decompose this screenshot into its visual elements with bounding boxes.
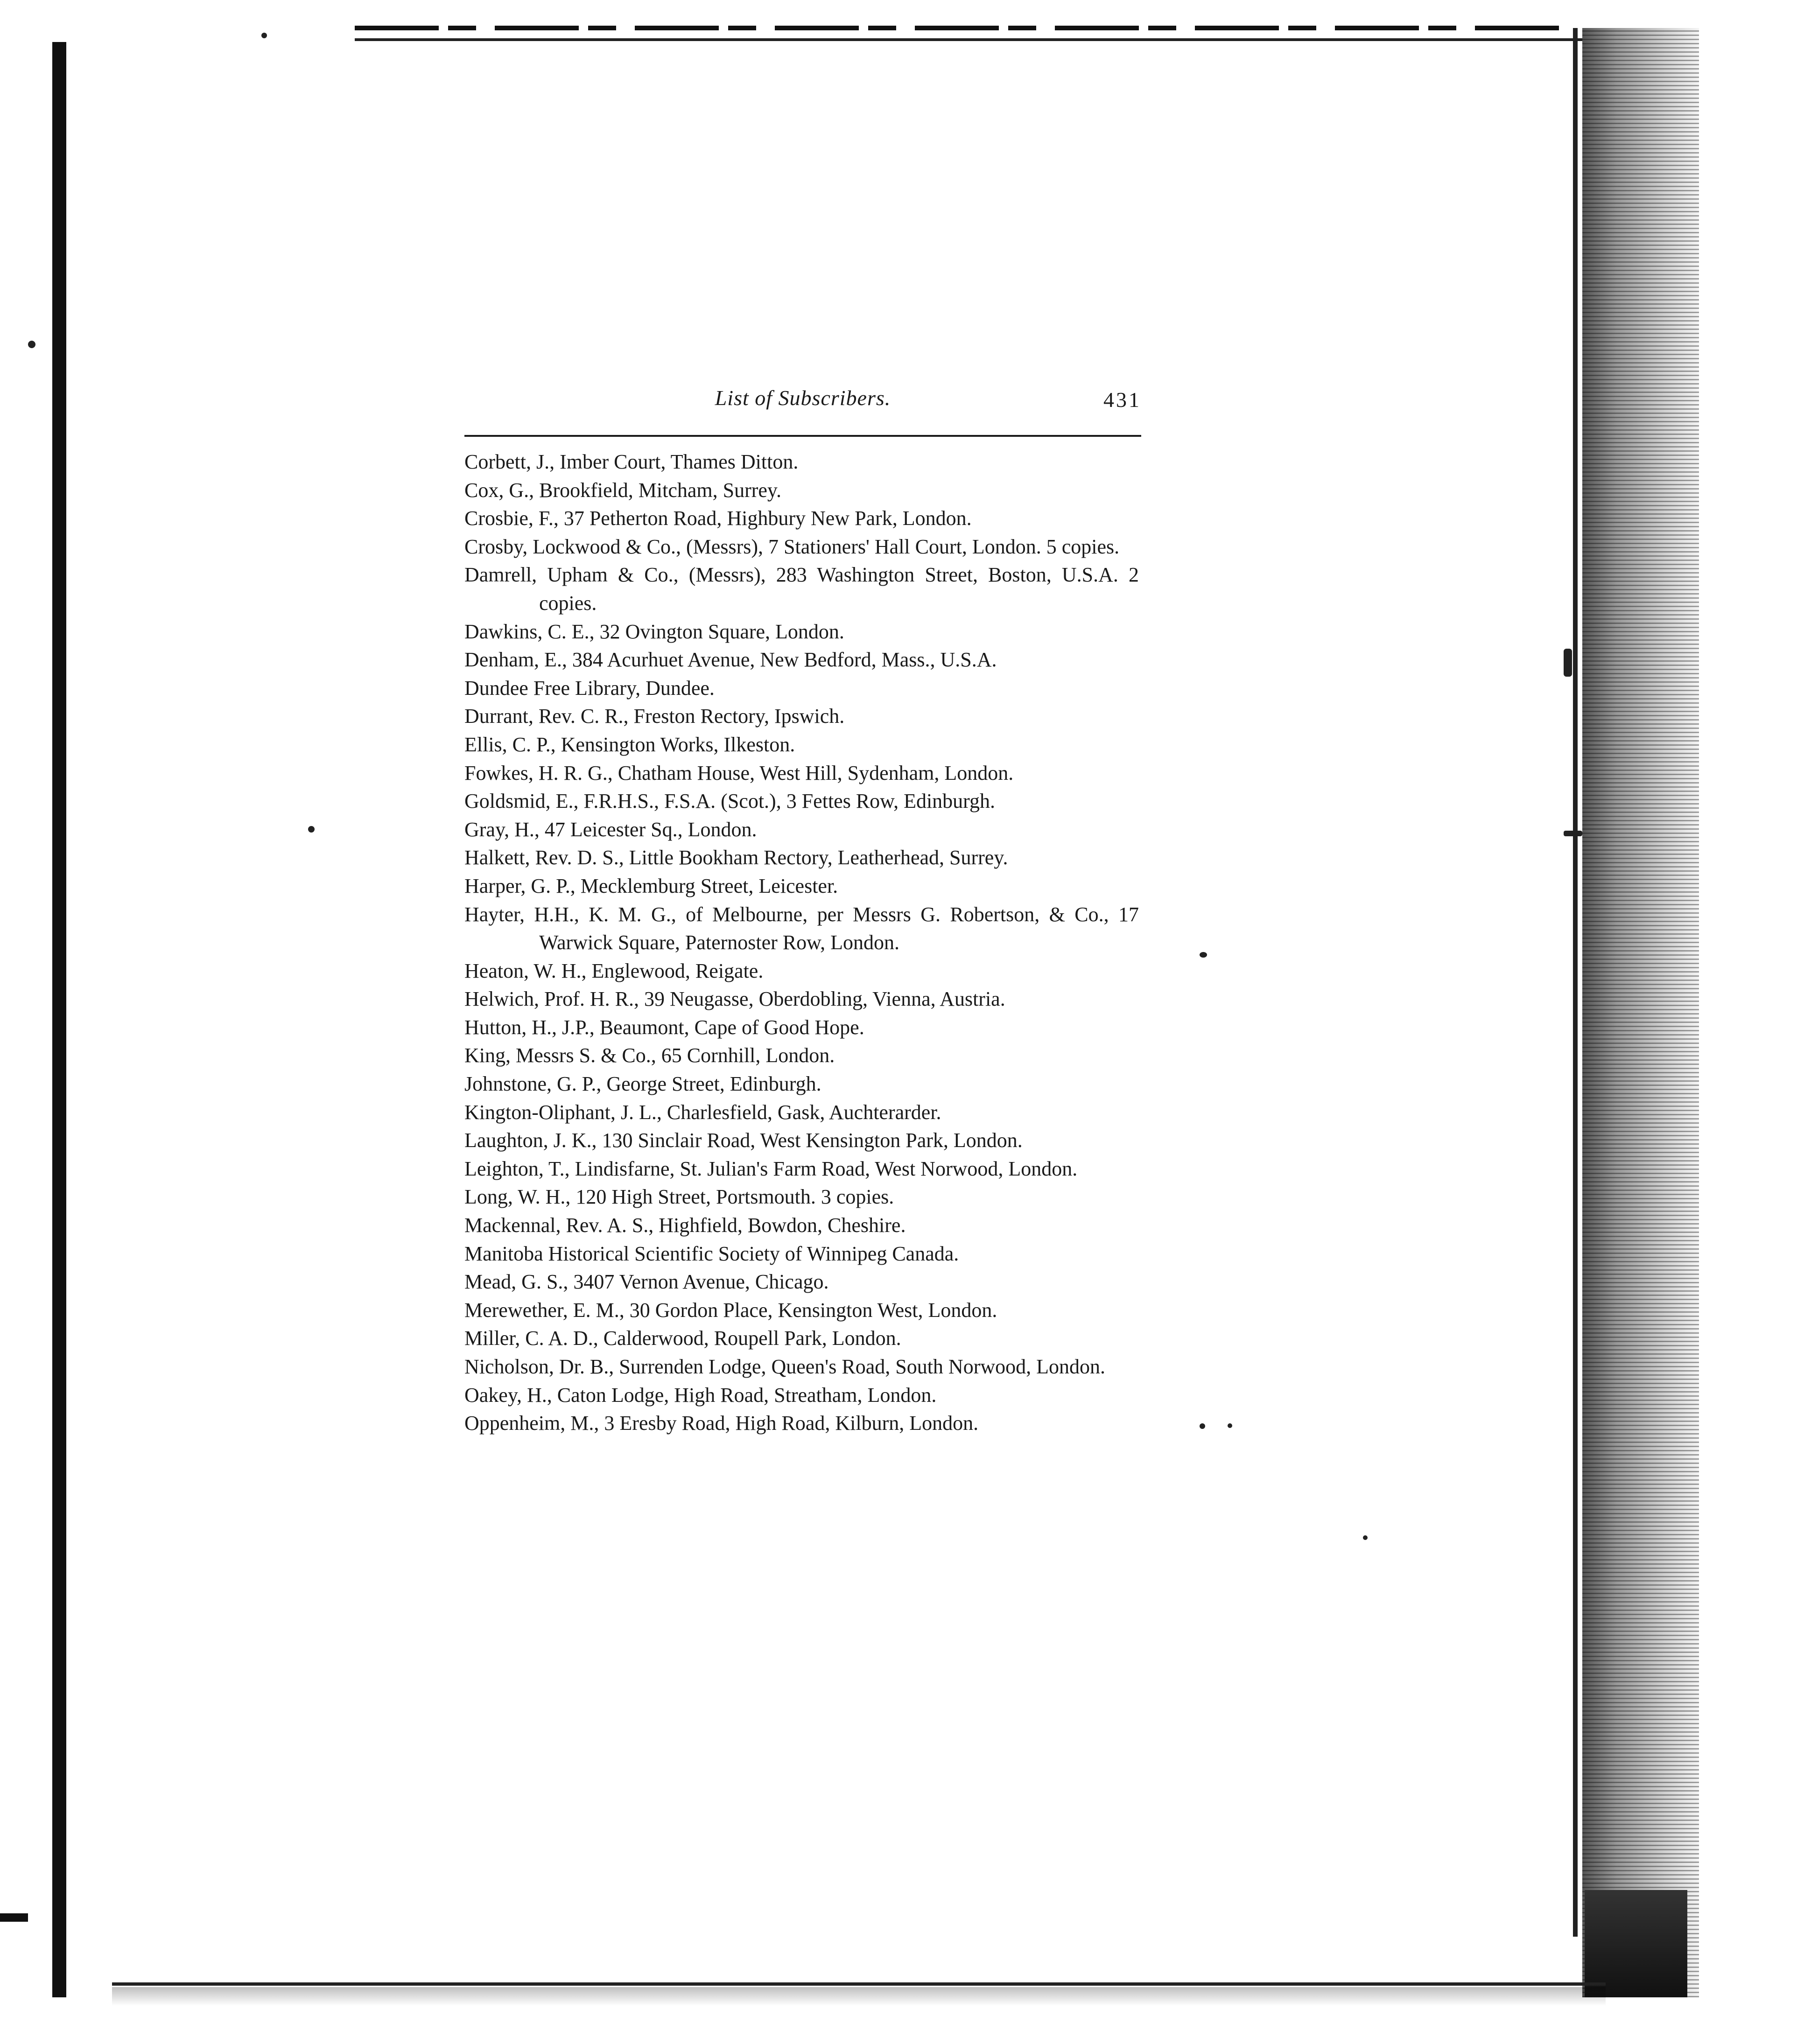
- list-item: Johnstone, G. P., George Street, Edinburgh.: [464, 1072, 821, 1096]
- list-item: Hayter, H.H., K. M. G., of Melbourne, per Messrs G. Robertson, & Co., 17 Warwick Square, Paternoster Row, London.: [464, 903, 1139, 954]
- list-item: Long, W. H., 120 High Street, Portsmouth. 3 copies.: [464, 1185, 894, 1209]
- bottom-border-rule: [112, 1982, 1606, 1986]
- list-item: Nicholson, Dr. B., Surrenden Lodge, Queen's Road, South Norwood, London.: [464, 1355, 1106, 1378]
- list-item: Halkett, Rev. D. S., Little Bookham Rectory, Leatherhead, Surrey.: [464, 846, 1008, 869]
- list-item: Goldsmid, E., F.R.H.S., F.S.A. (Scot.), 3 Fettes Row, Edinburgh.: [464, 790, 996, 813]
- list-item: Damrell, Upham & Co., (Messrs), 283 Washington Street, Boston, U.S.A. 2 copies.: [464, 563, 1139, 615]
- scan-speck: [261, 33, 267, 38]
- list-item: Manitoba Historical Scientific Society of Winnipeg Canada.: [464, 1242, 959, 1265]
- scan-speck: [1564, 649, 1572, 677]
- running-header: [464, 385, 1141, 418]
- scan-speck: [1564, 831, 1582, 836]
- list-item: Ellis, C. P., Kensington Works, Ilkeston.: [464, 733, 795, 756]
- page-title: List of Subscribers.: [715, 386, 891, 410]
- scan-speck: [1228, 1423, 1232, 1428]
- list-item: King, Messrs S. & Co., 65 Cornhill, London.: [464, 1044, 835, 1067]
- subscriber-list: [464, 448, 1139, 1438]
- list-item: Miller, C. A. D., Calderwood, Roupell Park, London.: [464, 1327, 901, 1350]
- list-item: Denham, E., 384 Acurhuet Avenue, New Bedford, Mass., U.S.A.: [464, 648, 997, 672]
- top-border-thin-rule: [355, 38, 1587, 41]
- list-item: Heaton, W. H., Englewood, Reigate.: [464, 959, 764, 982]
- scan-speck: [308, 826, 315, 833]
- page-edge-dark-corner: [1585, 1890, 1687, 1997]
- list-item: Mead, G. S., 3407 Vernon Avenue, Chicago.: [464, 1270, 829, 1294]
- list-item: Mackennal, Rev. A. S., Highfield, Bowdon, Cheshire.: [464, 1214, 906, 1237]
- list-item: Leighton, T., Lindisfarne, St. Julian's Farm Road, West Norwood, London.: [464, 1157, 1078, 1180]
- list-item: Durrant, Rev. C. R., Freston Rectory, Ipswich.: [464, 705, 845, 728]
- scan-speck: [28, 341, 35, 348]
- scan-speck: [1200, 1423, 1205, 1429]
- list-item: Helwich, Prof. H. R., 39 Neugasse, Oberdobling, Vienna, Austria.: [464, 987, 1005, 1011]
- list-item: Hutton, H., J.P., Beaumont, Cape of Good Hope.: [464, 1015, 864, 1039]
- right-border-rule: [1573, 28, 1578, 1937]
- header-rule: [464, 435, 1141, 437]
- list-item: Cox, G., Brookfield, Mitcham, Surrey.: [464, 478, 782, 502]
- list-item: Crosby, Lockwood & Co., (Messrs), 7 Stationers' Hall Court, London. 5 copies.: [464, 535, 1120, 558]
- left-edge-mark: [0, 1913, 28, 1922]
- list-item: Crosbie, F., 37 Petherton Road, Highbury New Park, London.: [464, 507, 972, 530]
- page-edge-texture: [1582, 28, 1699, 1997]
- book-spine-shadow: [52, 42, 66, 1997]
- list-item: Corbett, J., Imber Court, Thames Ditton.: [464, 450, 799, 473]
- list-item: Dawkins, C. E., 32 Ovington Square, London.: [464, 620, 844, 643]
- top-border-rule: [355, 26, 1568, 30]
- list-item: Laughton, J. K., 130 Sinclair Road, West Kensington Park, London.: [464, 1129, 1023, 1152]
- list-item: Oppenheim, M., 3 Eresby Road, High Road, Kilburn, London.: [464, 1412, 979, 1435]
- list-item: Dundee Free Library, Dundee.: [464, 676, 715, 700]
- page-number: 431: [1103, 388, 1141, 412]
- list-item: Fowkes, H. R. G., Chatham House, West Hill, Sydenham, London.: [464, 761, 1014, 784]
- list-item: Oakey, H., Caton Lodge, High Road, Streatham, London.: [464, 1383, 937, 1407]
- list-item: Harper, G. P., Mecklemburg Street, Leicester.: [464, 874, 838, 897]
- list-item: Merewether, E. M., 30 Gordon Place, Kensington West, London.: [464, 1298, 997, 1322]
- list-item: Kington-Oliphant, J. L., Charlesfield, Gask, Auchterarder.: [464, 1100, 941, 1124]
- scan-speck: [1200, 952, 1207, 958]
- bottom-border-shadow: [112, 1987, 1606, 2006]
- list-item: Gray, H., 47 Leicester Sq., London.: [464, 818, 757, 841]
- scan-speck: [1363, 1535, 1368, 1540]
